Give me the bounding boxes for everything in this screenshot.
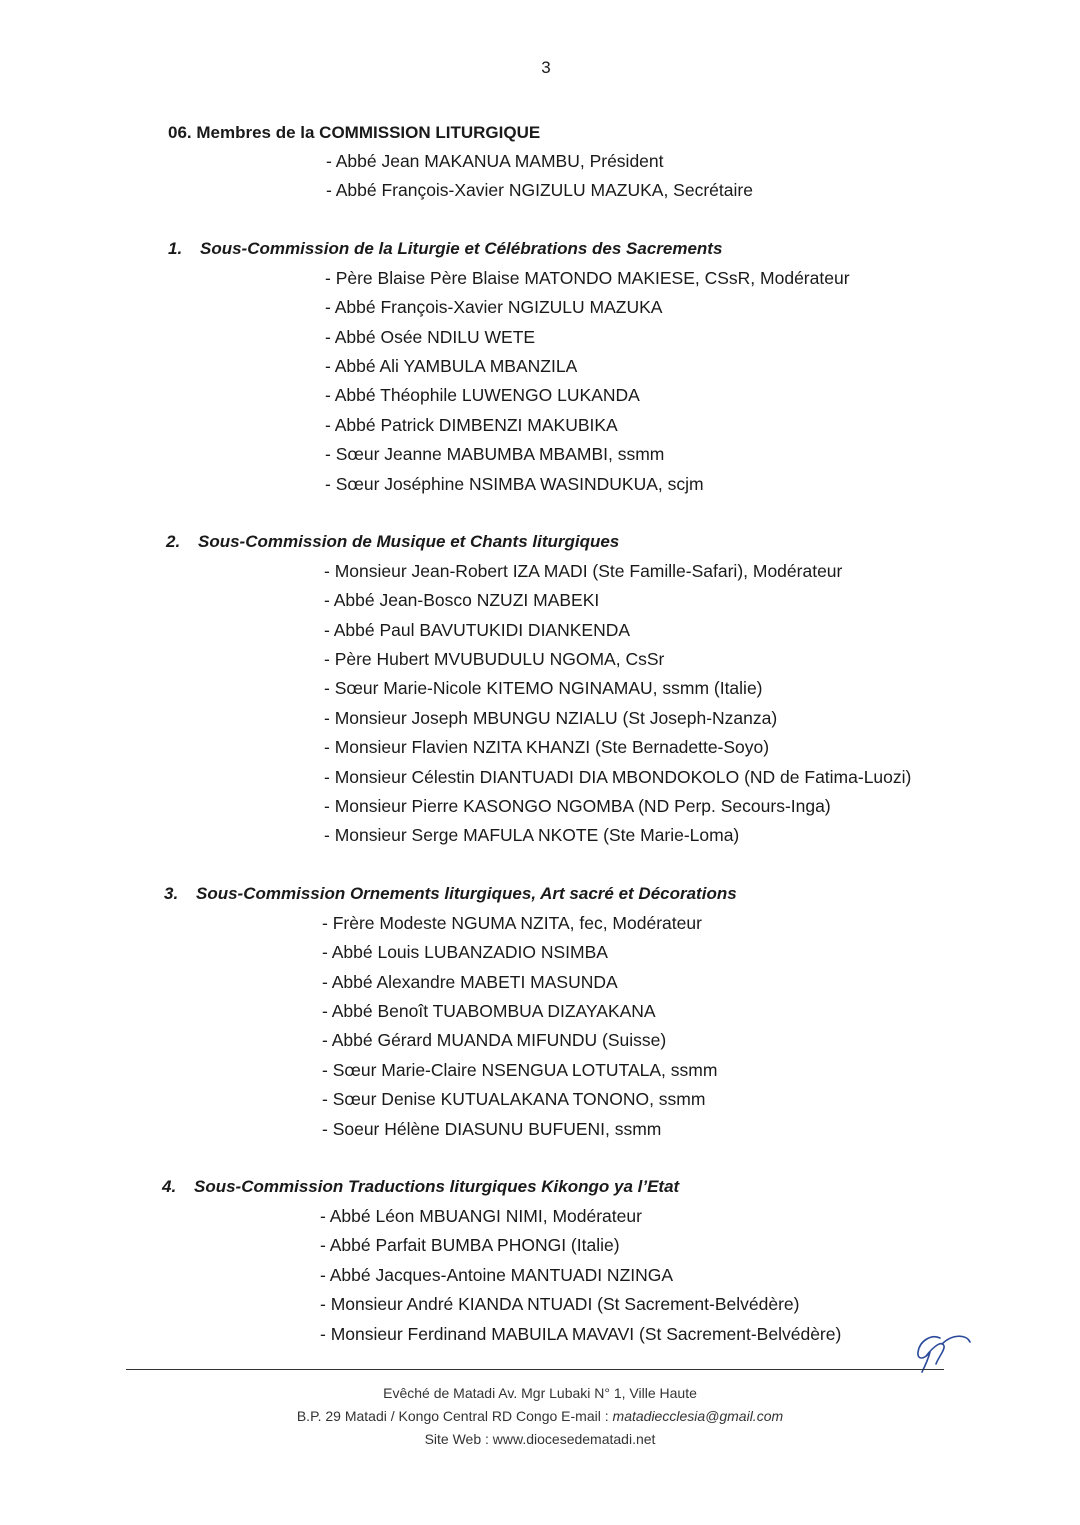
member-item: - Père Hubert MVUBUDULU NGOMA, CsSr: [324, 649, 665, 670]
section-title: Sous-Commission de la Liturgie et Célébrations des Sacrements: [200, 238, 723, 258]
document-body: [0, 118, 1080, 1349]
section-number: 2.: [166, 531, 181, 551]
section-title: Sous-Commission de Musique et Chants liturgiques: [198, 531, 620, 551]
member-item: - Père Blaise Père Blaise MATONDO MAKIESE, CSsR, Modérateur: [325, 267, 850, 288]
member-item: - Abbé Jean-Bosco NZUZI MABEKI: [324, 590, 600, 611]
footer-divider: [126, 1369, 944, 1370]
member-list: [325, 264, 1080, 499]
member-item: - Monsieur Jean-Robert IZA MADI (Ste Famille-Safari), Modérateur: [324, 560, 843, 581]
member-item: - Sœur Denise KUTUALAKANA TONONO, ssmm: [322, 1089, 706, 1110]
member-item: - Abbé Alexandre MABETI MASUNDA: [322, 971, 618, 992]
member-item: - Sœur Marie-Nicole KITEMO NGINAMAU, ssmm (Italie): [324, 678, 763, 699]
commission-heading: 06. Membres de la COMMISSION LITURGIQUE: [168, 123, 541, 142]
section-title: Sous-Commission Ornements liturgiques, Art sacré et Décorations: [196, 883, 737, 903]
member-list: [322, 909, 1080, 1144]
member-item: - Monsieur Célestin DIANTUADI DIA MBONDOKOLO (ND de Fatima-Luozi): [324, 766, 912, 787]
main-member-item: - Abbé François-Xavier NGIZULU MAZUKA, Secrétaire: [326, 180, 753, 201]
sub-commission-heading: [162, 1172, 1080, 1202]
signature-icon: [912, 1330, 976, 1374]
member-item: - Monsieur André KIANDA NTUADI (St Sacrement-Belvédère): [320, 1294, 800, 1315]
footer-website: Site Web : www.diocesedematadi.net: [424, 1431, 656, 1447]
main-members-list: [326, 147, 1080, 206]
sub-commission-heading: [164, 879, 1080, 909]
sub-commission-2: [0, 527, 1080, 851]
footer: [0, 1382, 1080, 1451]
member-item: - Monsieur Joseph MBUNGU NZIALU (St Joseph-Nzanza): [324, 707, 778, 728]
member-item: - Abbé Benoît TUABOMBUA DIZAYAKANA: [322, 1000, 656, 1021]
member-item: - Abbé Parfait BUMBA PHONGI (Italie): [320, 1235, 620, 1256]
section-number: 3.: [164, 883, 179, 903]
footer-address: Evêché de Matadi Av. Mgr Lubaki N° 1, Ville Haute: [383, 1385, 697, 1401]
member-item: - Monsieur Serge MAFULA NKOTE (Ste Marie-Loma): [324, 825, 740, 846]
member-list: [320, 1202, 1080, 1349]
member-item: - Abbé Gérard MUANDA MIFUNDU (Suisse): [322, 1030, 667, 1051]
footer-postal: B.P. 29 Matadi / Kongo Central RD Congo E-mail :: [296, 1408, 613, 1424]
footer-email: matadiecclesia@gmail.com: [612, 1408, 784, 1424]
section-number: 4.: [162, 1176, 177, 1196]
member-item: - Abbé Léon MBUANGI NIMI, Modérateur: [320, 1205, 642, 1226]
member-item: - Abbé Théophile LUWENGO LUKANDA: [325, 385, 640, 406]
member-item: - Abbé Paul BAVUTUKIDI DIANKENDA: [324, 619, 631, 640]
member-item: - Monsieur Ferdinand MABUILA MAVAVI (St Sacrement-Belvédère): [320, 1323, 842, 1344]
member-item: - Soeur Hélène DIASUNU BUFUENI, ssmm: [322, 1118, 662, 1139]
section-title: Sous-Commission Traductions liturgiques Kikongo ya l’Etat: [194, 1176, 680, 1196]
member-list: [324, 557, 1080, 851]
sub-commission-1: [0, 234, 1080, 499]
member-item: - Sœur Joséphine NSIMBA WASINDUKUA, scjm: [325, 473, 704, 494]
member-item: - Abbé Osée NDILU WETE: [325, 326, 536, 347]
page-number: 3: [541, 58, 551, 77]
footer-contact: [0, 1405, 1080, 1428]
member-item: - Frère Modeste NGUMA NZITA, fec, Modérateur: [322, 912, 702, 933]
sub-commission-3: [0, 879, 1080, 1144]
main-member-item: - Abbé Jean MAKANUA MAMBU, Président: [326, 151, 664, 171]
member-item: - Abbé Jacques-Antoine MANTUADI NZINGA: [320, 1264, 674, 1285]
member-item: - Sœur Marie-Claire NSENGUA LOTUTALA, ssmm: [322, 1059, 718, 1080]
sub-commission-4: [0, 1172, 1080, 1349]
sub-commission-heading: [168, 234, 1080, 264]
member-item: - Monsieur Flavien NZITA KHANZI (Ste Bernadette-Soyo): [324, 737, 770, 758]
member-item: - Abbé Ali YAMBULA MBANZILA: [325, 355, 578, 376]
section-number: 1.: [168, 238, 183, 258]
member-item: - Abbé François-Xavier NGIZULU MAZUKA: [325, 297, 663, 318]
sub-commission-heading: [166, 527, 1080, 557]
member-item: - Abbé Patrick DIMBENZI MAKUBIKA: [325, 414, 618, 435]
member-item: - Abbé Louis LUBANZADIO NSIMBA: [322, 942, 608, 963]
member-item: - Sœur Jeanne MABUMBA MBAMBI, ssmm: [325, 444, 665, 465]
member-item: - Monsieur Pierre KASONGO NGOMBA (ND Perp. Secours-Inga): [324, 796, 831, 817]
